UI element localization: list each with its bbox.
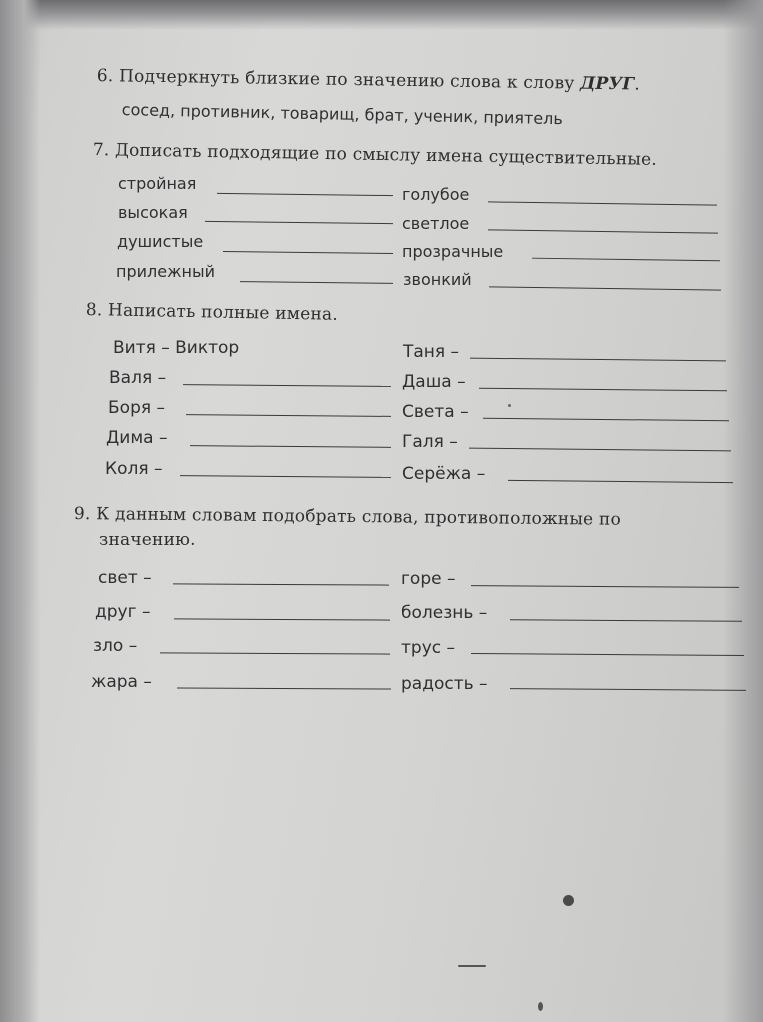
task-7-right-word-3: прозрачные [402,242,504,261]
task-7-answer-line[interactable] [223,251,393,254]
ink-speck [563,895,574,906]
task-9-answer-line[interactable] [510,619,742,622]
task-8-answer-line[interactable] [470,358,726,362]
task-8-answer-line[interactable] [190,445,391,448]
task-6-heading-text: 6. Подчеркнуть близкие по значению слова к слову [96,66,581,94]
task-9-answer-line[interactable] [160,652,390,654]
task-8-left-name-1: Валя – [109,368,167,388]
task-8-heading: 8. Написать полные имена. [85,300,339,325]
task-7-answer-line[interactable] [205,221,393,224]
task-7-heading: 7. Дописать подходящие по смыслу имена существительные. [92,140,658,170]
task-9-heading-continued: значению. [99,530,196,550]
ink-dot [508,404,511,407]
task-8-right-name-4: Галя – [402,432,458,452]
task-9-answer-line[interactable] [173,583,389,585]
task-7-left-word-4: прилежный [116,262,215,281]
task-7-left-word-3: душистые [117,232,204,251]
task-7-right-word-1: голубое [402,185,470,204]
task-7-answer-line[interactable] [240,281,393,284]
task-8-left-name-2: Боря – [108,398,165,418]
task-8-answer-line[interactable] [183,384,391,387]
task-9-left-word-1: свет – [98,568,152,588]
task-9-answer-line[interactable] [174,618,390,620]
task-7-right-word-2: светлое [402,214,470,233]
task-9-right-word-4: радость – [401,674,488,694]
task-9-answer-line[interactable] [177,687,391,689]
task-8-right-name-1: Таня – [403,342,460,362]
task-8-answer-line[interactable] [508,480,733,483]
ink-speck [538,1002,543,1011]
task-9-heading: 9. К данным словам подобрать слова, противоположные по [73,504,622,530]
task-8-answer-line[interactable] [479,388,727,392]
task-7-answer-line[interactable] [532,258,720,262]
ink-mark [458,965,486,967]
task-7-answer-line[interactable] [488,201,717,205]
task-7-left-word-2: высокая [118,203,188,222]
task-8-answer-line[interactable] [469,448,731,452]
task-6-keyword: ДРУГ [579,73,635,95]
task-7-answer-line[interactable] [489,286,721,290]
task-8-right-name-5: Серёжа – [402,464,486,484]
task-9-answer-line[interactable] [471,585,739,588]
task-7-left-word-1: стройная [118,174,197,193]
task-9-left-word-3: зло – [93,636,138,656]
task-9-left-word-2: друг – [95,602,151,622]
task-9-answer-line[interactable] [510,688,746,691]
task-8-answer-line[interactable] [186,414,391,417]
task-7-right-word-4: звонкий [403,270,472,289]
task-8-answer-line[interactable] [180,475,391,478]
task-8-example: Витя – Виктор [113,338,240,358]
task-8-answer-line[interactable] [483,418,729,422]
task-9-right-word-1: горе – [401,569,456,589]
task-7-answer-line[interactable] [217,193,393,196]
task-9-answer-line[interactable] [471,653,744,656]
task-8-right-name-2: Даша – [402,372,466,392]
task-6-word-list: сосед, противник, товарищ, брат, ученик, приятель [121,100,563,129]
task-9-left-word-4: жара – [91,672,152,692]
task-9-right-word-2: болезнь – [401,603,488,623]
task-7-answer-line[interactable] [488,229,718,233]
task-9-right-word-3: трус – [401,638,456,658]
task-8-left-name-4: Коля – [105,459,163,479]
task-8-right-name-3: Света – [402,402,469,422]
task-6-heading [97,66,640,95]
task-6-heading-end: . [634,74,641,95]
task-8-left-name-3: Дима – [106,428,168,448]
